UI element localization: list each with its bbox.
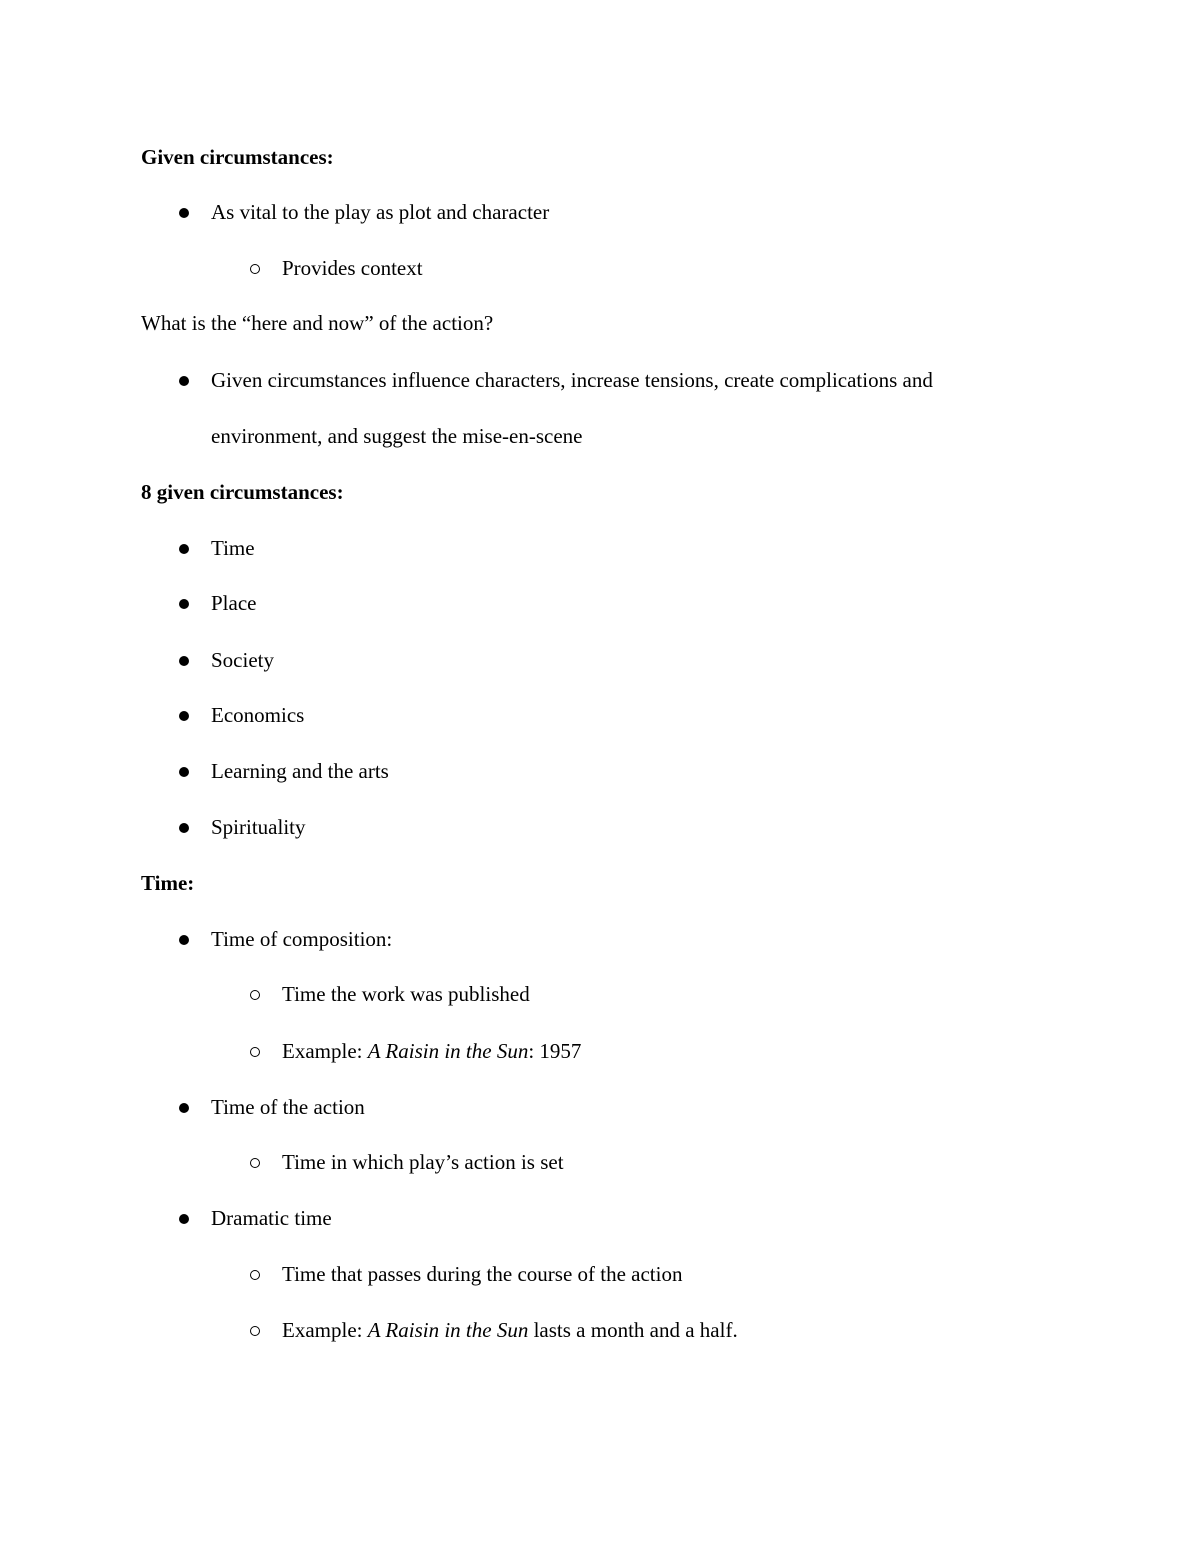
- example-prefix: Example:: [282, 1318, 368, 1342]
- list-item-text: Economics: [211, 703, 305, 727]
- list-item-text: Dramatic time: [211, 1206, 332, 1230]
- hollow-bullet-icon: [250, 1270, 260, 1280]
- list-item: [0, 1204, 1200, 1232]
- bullet-icon: [179, 599, 189, 609]
- list-item-text: Provides context: [282, 256, 423, 280]
- list-item-text: Learning and the arts: [211, 759, 389, 783]
- play-title: A Raisin in the Sun: [367, 1039, 529, 1063]
- list-item-text: Time of composition:: [211, 927, 393, 951]
- list-item-text: Society: [211, 648, 274, 672]
- bullet-icon: [179, 711, 189, 721]
- list-item-place: [0, 589, 1200, 617]
- list-item: [0, 198, 1200, 226]
- bullet-icon: [179, 767, 189, 777]
- sub-list-item: [0, 1037, 1200, 1065]
- sub-list-item: [0, 254, 1200, 282]
- sub-list-item: [0, 1148, 1200, 1176]
- hollow-bullet-icon: [250, 990, 260, 1000]
- list-item-text: Given circumstances influence characters, increase tensions, create complications and: [211, 368, 933, 392]
- bullet-icon: [179, 1103, 189, 1113]
- list-item-time: [0, 534, 1200, 562]
- list-item-learning-arts: [0, 757, 1200, 785]
- list-item-text: Time of the action: [211, 1095, 365, 1119]
- list-item-society: [0, 646, 1200, 674]
- list-item-spirituality: [0, 813, 1200, 841]
- bullet-icon: [179, 1214, 189, 1224]
- example-prefix: Example:: [282, 1039, 368, 1063]
- sub-list-item: [0, 1260, 1200, 1288]
- hollow-bullet-icon: [250, 1047, 260, 1057]
- list-item-text: [282, 1037, 581, 1065]
- list-item-economics: [0, 701, 1200, 729]
- sub-list-item: [0, 1316, 1200, 1344]
- question-text: What is the “here and now” of the action?: [141, 311, 494, 335]
- list-item-text: Time that passes during the course of the action: [282, 1262, 683, 1286]
- list-item: [0, 925, 1200, 953]
- hollow-bullet-icon: [250, 1326, 260, 1336]
- bullet-icon: [179, 935, 189, 945]
- list-item-text: As vital to the play as plot and character: [211, 200, 550, 224]
- hollow-bullet-icon: [250, 264, 260, 274]
- list-item-text: [282, 1316, 738, 1344]
- list-item-text: Place: [211, 591, 257, 615]
- play-title: A Raisin in the Sun: [367, 1318, 534, 1342]
- list-item-text: Spirituality: [211, 815, 306, 839]
- example-suffix: : 1957: [528, 1039, 582, 1063]
- list-item-continuation: environment, and suggest the mise-en-scene: [211, 424, 583, 448]
- bullet-icon: [179, 208, 189, 218]
- hollow-bullet-icon: [250, 1158, 260, 1168]
- list-item-text: Time in which play’s action is set: [282, 1150, 564, 1174]
- list-item-text: Time the work was published: [282, 982, 530, 1006]
- heading-given-circumstances: Given circumstances:: [141, 145, 334, 169]
- heading-8-given-circumstances: 8 given circumstances:: [141, 480, 344, 504]
- bullet-icon: [179, 376, 189, 386]
- bullet-icon: [179, 544, 189, 554]
- list-item: [0, 1093, 1200, 1121]
- list-item: [0, 366, 1200, 394]
- list-item-text: Time: [211, 536, 255, 560]
- bullet-icon: [179, 823, 189, 833]
- sub-list-item: [0, 980, 1200, 1008]
- bullet-icon: [179, 656, 189, 666]
- example-suffix: lasts a month and a half.: [533, 1318, 738, 1342]
- heading-time: Time:: [141, 871, 195, 895]
